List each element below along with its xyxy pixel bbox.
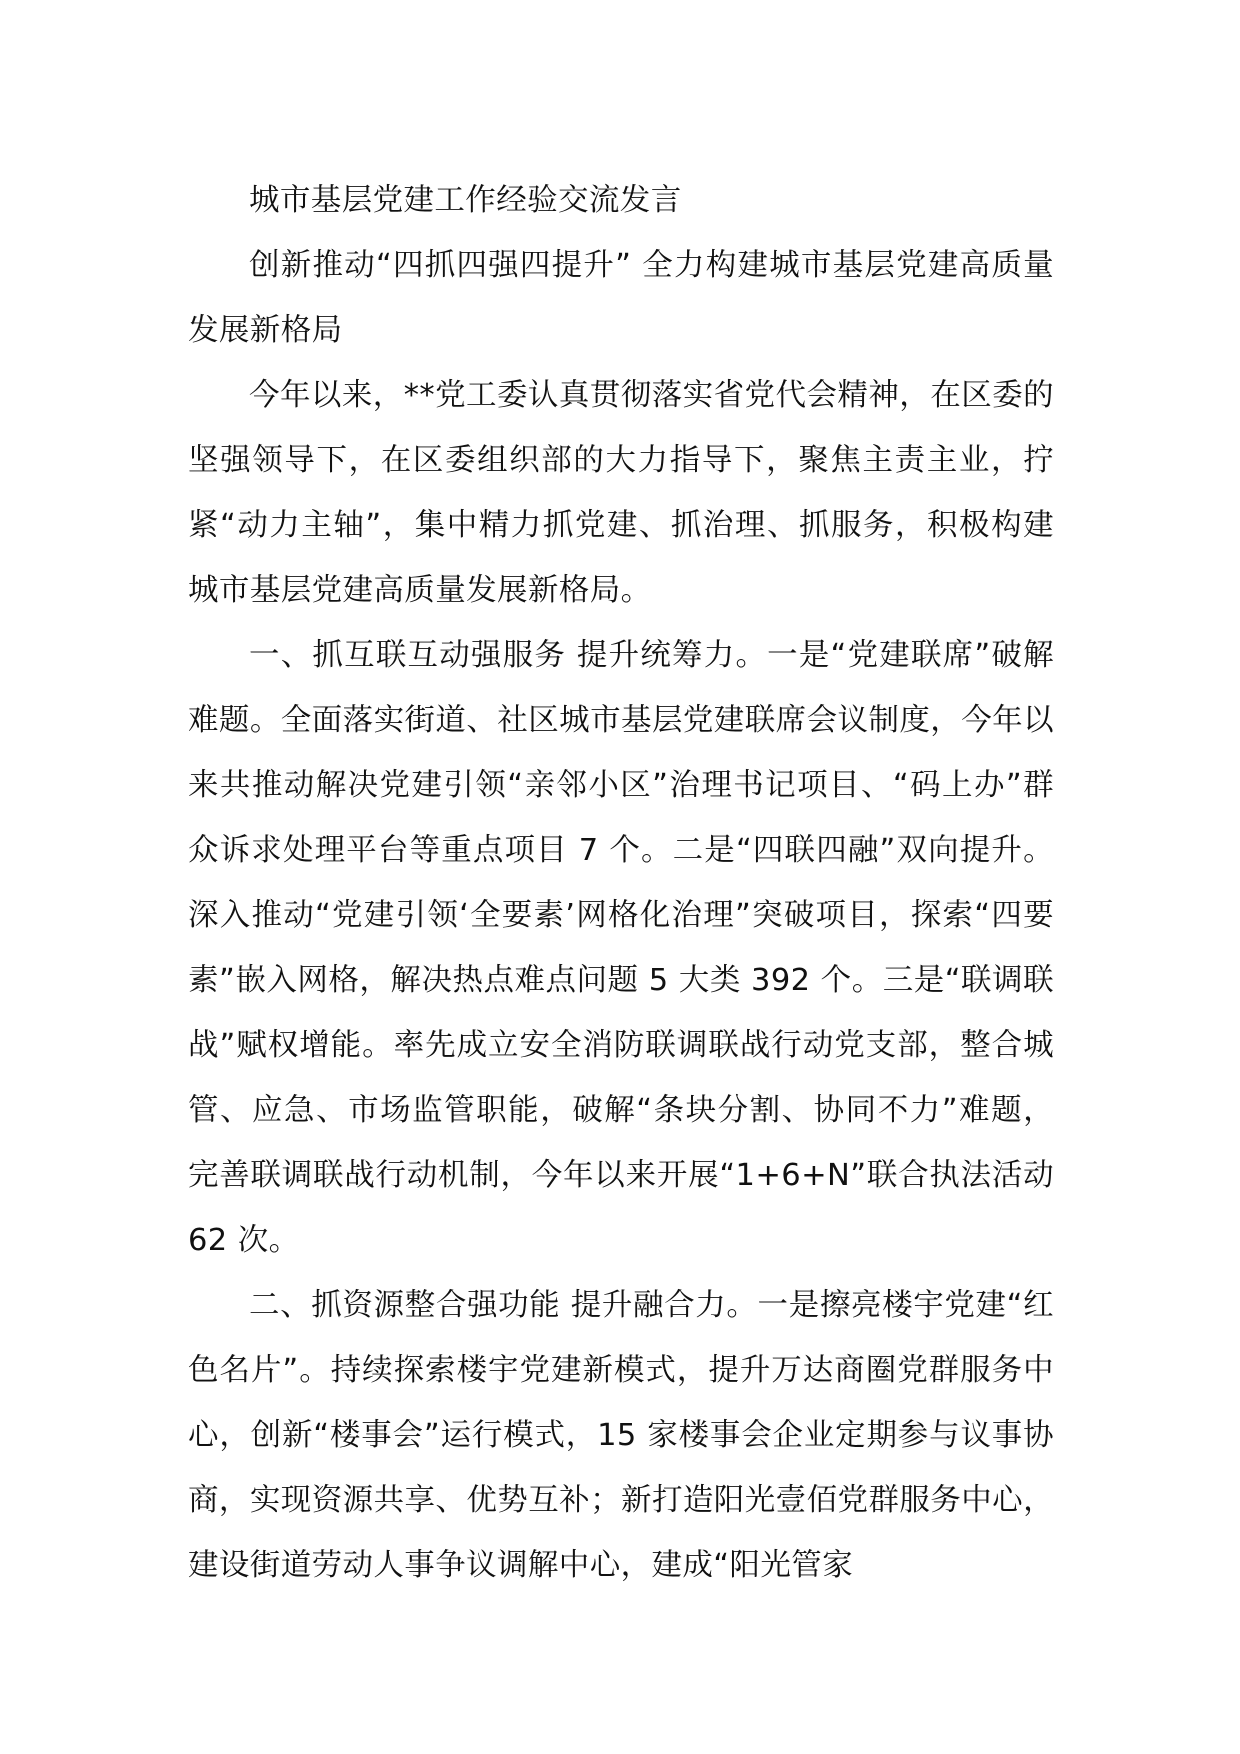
document-body xyxy=(188,168,1054,1598)
document-subtitle: 创新推动“四抓四强四提升” 全力构建城市基层党建高质量发展新格局 xyxy=(188,248,1054,348)
section-two-paragraph: 二、抓资源整合强功能 提升融合力。一是擦亮楼宇党建“红色名片”。持续探索楼宇党建新模式，提升万达商圈党群服务中心，创新“楼事会”运行模式，15 家楼事会企业定期参与议事协商，实现资源共享、优势互补；新打造阳光壹佰党群服务中心，建设街道劳动人事争议调解中心，建成“阳光管家 xyxy=(188,1288,1054,1583)
section-one-paragraph: 一、抓互联互动强服务 提升统筹力。一是“党建联席”破解难题。全面落实街道、社区城市基层党建联席会议制度，今年以来共推动解决党建引领“亲邻小区”治理书记项目、“码上办”群众诉求处理平台等重点项目 7 个。二是“四联四融”双向提升。深入推动“党建引领‘全要素’网格化治理”突破项目，探索“四要素”嵌入网格，解决热点难点问题 5 大类 392 个。三是“联调联战”赋权增能。率先成立安全消防联调联战行动党支部，整合城管、应急、市场监管职能，破解“条块分割、协同不力”难题，完善联调联战行动机制，今年以来开展“1+6+N”联合执法活动 62 次。 xyxy=(188,638,1054,1258)
document-heading: 城市基层党建工作经验交流发言 xyxy=(249,183,682,218)
intro-paragraph: 今年以来，**党工委认真贯彻落实省党代会精神，在区委的坚强领导下，在区委组织部的大力指导下，聚焦主责主业，拧紧“动力主轴”，集中精力抓党建、抓治理、抓服务，积极构建城市基层党建高质量发展新格局。 xyxy=(188,378,1054,608)
